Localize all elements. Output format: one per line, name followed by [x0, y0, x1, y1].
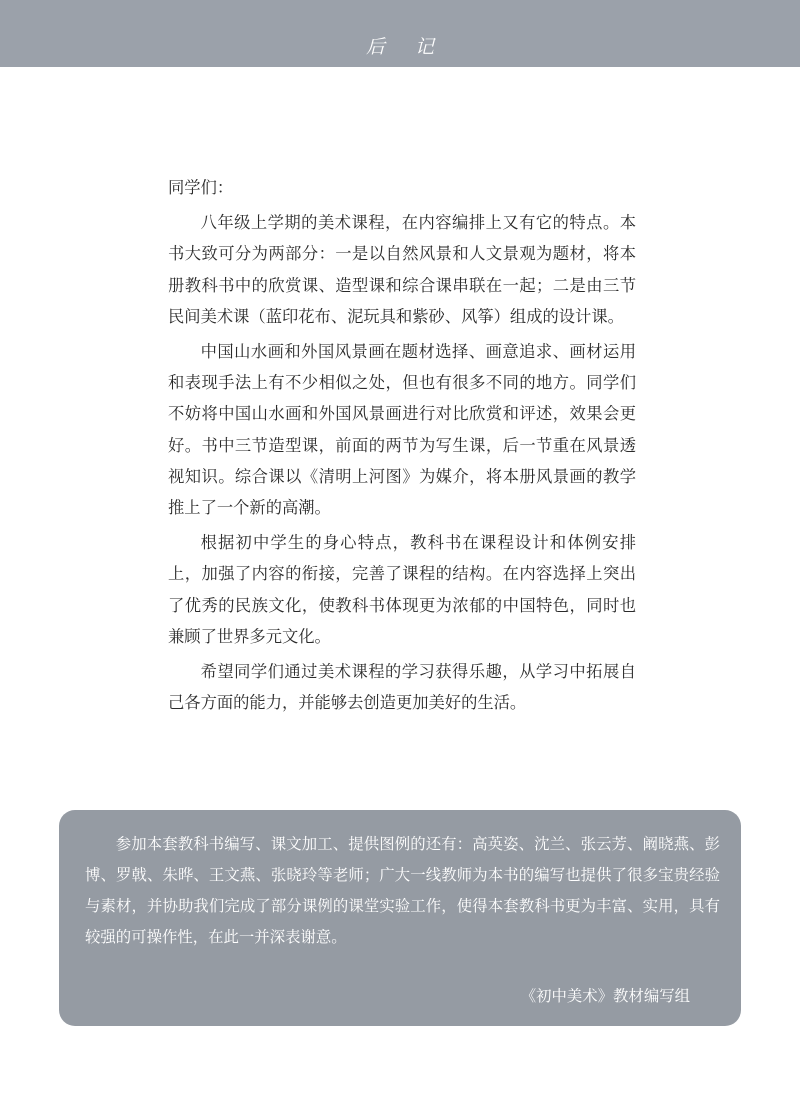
paragraph-1: 八年级上学期的美术课程，在内容编排上又有它的特点。本书大致可分为两部分：一是以自然风景和人文景观为题材，将本册教科书中的欣赏课、造型课和综合课串联在一起；二是由三节民间美术课（蓝印花布、泥玩具和紫砂、风筝）组成的设计课。: [168, 213, 636, 326]
acknowledgement-text: 参加本套教科书编写、课文加工、提供图例的还有：高英姿、沈兰、张云芳、阚晓燕、彭博、罗戟、朱晔、王文燕、张晓玲等老师；广大一线教师为本书的编写也提供了很多宝贵经验与素材，并协助我们完成了部分课例的课堂实验工作，使得本套教科书更为丰富、实用，具有较强的可操作性，在此一并深表谢意。: [85, 835, 720, 946]
salutation: 同学们：: [168, 178, 234, 197]
paragraph-4: 希望同学们通过美术课程的学习获得乐趣，从学习中拓展自己各方面的能力，并能够去创造更加美好的生活。: [168, 662, 636, 713]
paragraph-2: 中国山水画和外国风景画在题材选择、画意追求、画材运用和表现手法上有不少相似之处，但也有很多不同的地方。同学们不妨将中国山水画和外国风景画进行对比欣赏和评述，效果会更好。书中三节造型课，前面的两节为写生课，后一节重在风景透视知识。综合课以《清明上河图》为媒介，将本册风景画的教学推上了一个新的高潮。: [168, 342, 636, 518]
page-title: 后记: [365, 36, 464, 58]
letter-body: [168, 172, 636, 722]
paragraph-3: 根据初中学生的身心特点，教科书在课程设计和体例安排上，加强了内容的衔接，完善了课程的结构。在内容选择上突出了优秀的民族文化，使教科书体现更为浓郁的中国特色，同时也兼顾了世界多元文化。: [168, 533, 636, 646]
acknowledgement-signature: 《初中美术》教材编写组: [520, 987, 690, 1005]
